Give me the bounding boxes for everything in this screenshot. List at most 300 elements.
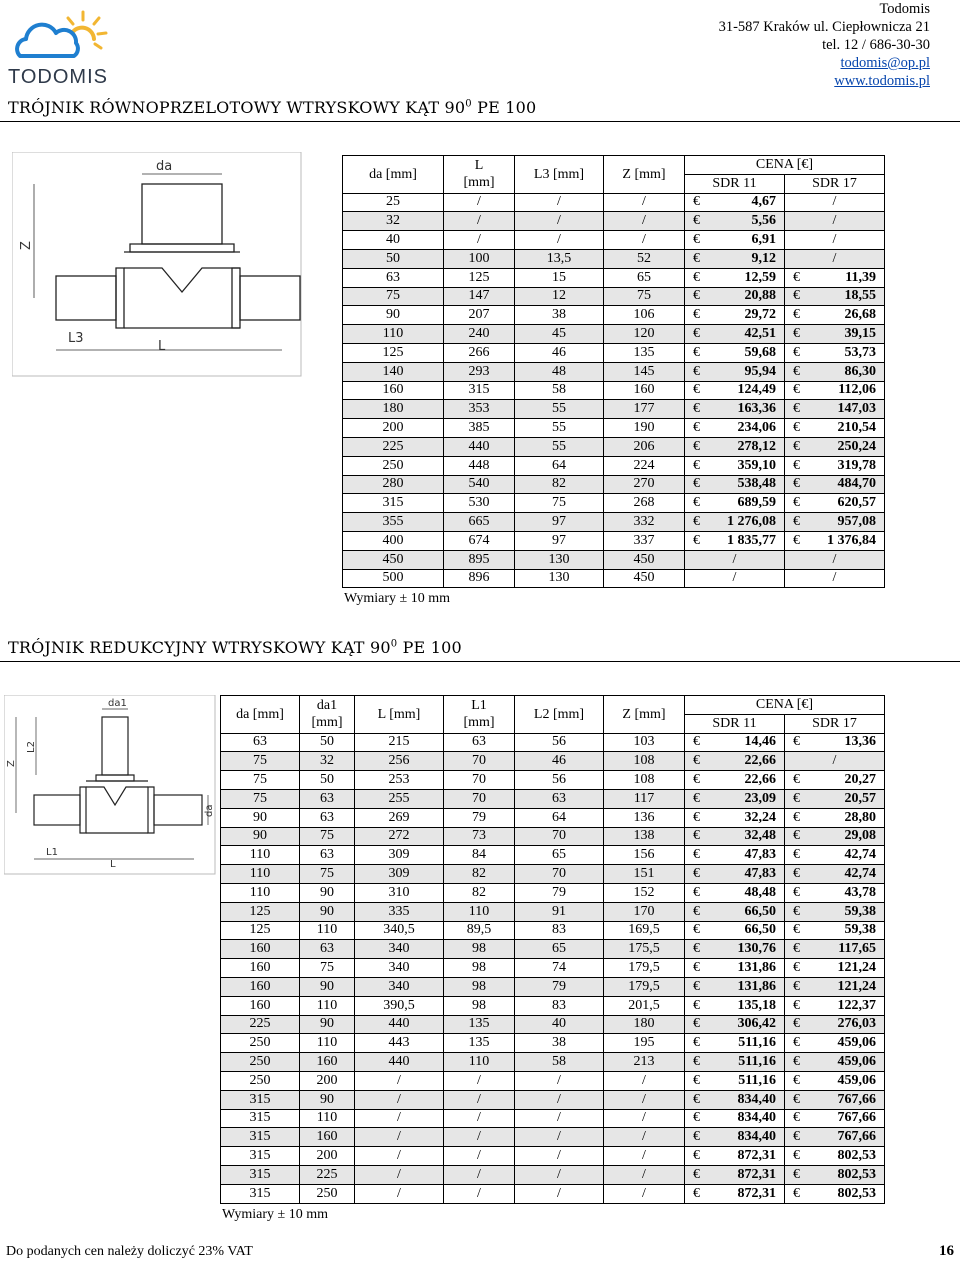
euro-icon: € xyxy=(685,456,712,475)
table-cell: 52 xyxy=(604,249,685,268)
table-cell: 75 xyxy=(221,752,300,771)
table-cell: 179,5 xyxy=(604,959,685,978)
euro-icon: € xyxy=(685,193,712,212)
table-cell: 40 xyxy=(343,231,444,250)
table-cell: 70 xyxy=(444,752,515,771)
table-row xyxy=(221,1109,885,1128)
table-cell: 97 xyxy=(515,513,604,532)
table-row xyxy=(221,996,885,1015)
label-l: L xyxy=(158,339,166,354)
price-cell: 121,24 xyxy=(811,977,885,996)
table-cell: 98 xyxy=(444,996,515,1015)
section2-title: TRÓJNIK REDUKCYJNY WTRYSKOWY KĄT $90^0$ PE 100 xyxy=(8,638,462,657)
euro-icon: € xyxy=(685,437,712,456)
table-cell: / xyxy=(515,1090,604,1109)
table-cell: 315 xyxy=(444,381,515,400)
table-cell: 63 xyxy=(300,846,355,865)
price-cell: 20,88 xyxy=(711,287,785,306)
euro-icon: € xyxy=(685,771,712,790)
logo-text: TODOMIS xyxy=(8,66,108,88)
table-cell: 63 xyxy=(343,268,444,287)
table-cell: 82 xyxy=(444,865,515,884)
price-cell: 319,78 xyxy=(811,456,885,475)
euro-icon: € xyxy=(785,1109,812,1128)
price-cell: 42,51 xyxy=(711,325,785,344)
euro-icon: € xyxy=(785,513,812,532)
table-cell: 32 xyxy=(343,212,444,231)
table-cell: 130 xyxy=(515,569,604,588)
euro-icon: € xyxy=(785,419,812,438)
price-cell: 1 835,77 xyxy=(711,531,785,550)
table-row xyxy=(221,1053,885,1072)
euro-icon: € xyxy=(685,789,712,808)
euro-icon: € xyxy=(685,419,712,438)
price-cell: 511,16 xyxy=(711,1071,785,1090)
table-cell: 90 xyxy=(300,1090,355,1109)
table-cell: 225 xyxy=(300,1165,355,1184)
euro-icon: € xyxy=(785,287,812,306)
table-cell: / xyxy=(604,1090,685,1109)
price-cell: 1 276,08 xyxy=(711,513,785,532)
price-cell: 4,67 xyxy=(711,193,785,212)
price-cell: 20,27 xyxy=(811,771,885,790)
company-email-link[interactable]: todomis@op.pl xyxy=(840,55,930,71)
table-cell: 79 xyxy=(444,808,515,827)
vat-note: Do podanych cen należy doliczyć 23% VAT xyxy=(6,1244,253,1259)
table-cell: 110 xyxy=(300,996,355,1015)
price-cell: 802,53 xyxy=(811,1147,885,1166)
euro-icon: € xyxy=(785,846,812,865)
col-l: L [mm] xyxy=(444,156,515,194)
table-cell: / xyxy=(515,1109,604,1128)
table-cell: 108 xyxy=(604,752,685,771)
table-cell: 75 xyxy=(343,287,444,306)
table-row xyxy=(343,343,885,362)
price-cell: 620,57 xyxy=(811,494,885,513)
table-cell: 250 xyxy=(221,1071,300,1090)
table-cell: 674 xyxy=(444,531,515,550)
euro-icon: € xyxy=(685,494,712,513)
sun-icon xyxy=(68,12,106,48)
table-cell: 65 xyxy=(515,940,604,959)
table-cell: 108 xyxy=(604,771,685,790)
euro-icon: € xyxy=(685,808,712,827)
table-cell: / xyxy=(515,1147,604,1166)
table-cell: / xyxy=(355,1184,444,1203)
price-cell: 834,40 xyxy=(711,1090,785,1109)
price-cell: / xyxy=(785,212,885,231)
table-cell: 125 xyxy=(343,343,444,362)
price-cell: 95,94 xyxy=(711,362,785,381)
company-name: Todomis xyxy=(879,1,930,17)
price-cell: 42,74 xyxy=(811,865,885,884)
table-row xyxy=(343,381,885,400)
table-cell: 152 xyxy=(604,883,685,902)
table-cell: 13,5 xyxy=(515,249,604,268)
table-cell: 82 xyxy=(515,475,604,494)
price-cell: 459,06 xyxy=(811,1053,885,1072)
col-sdr11: SDR 11 xyxy=(685,174,785,193)
price-cell: 1 376,84 xyxy=(811,531,885,550)
table-cell: 540 xyxy=(444,475,515,494)
table-cell: 110 xyxy=(221,883,300,902)
table-cell: / xyxy=(444,1184,515,1203)
price-cell: 26,68 xyxy=(811,306,885,325)
table-cell: 151 xyxy=(604,865,685,884)
euro-icon: € xyxy=(785,325,812,344)
table-row xyxy=(221,789,885,808)
table-row xyxy=(343,400,885,419)
price-cell: 9,12 xyxy=(711,249,785,268)
table-cell: 90 xyxy=(300,902,355,921)
table-cell: 75 xyxy=(300,865,355,884)
label-z2: Z xyxy=(6,760,17,767)
page-number: 16 xyxy=(939,1243,954,1259)
table-cell: 250 xyxy=(221,1034,300,1053)
table-cell: 63 xyxy=(221,733,300,752)
table-cell: 268 xyxy=(604,494,685,513)
price-cell: 689,59 xyxy=(711,494,785,513)
euro-icon: € xyxy=(785,1053,812,1072)
col-z: Z [mm] xyxy=(604,156,685,194)
price-cell: 767,66 xyxy=(811,1128,885,1147)
table-cell: 55 xyxy=(515,400,604,419)
price-cell: 66,50 xyxy=(711,921,785,940)
table-cell: 120 xyxy=(604,325,685,344)
table-cell: 32 xyxy=(300,752,355,771)
euro-icon: € xyxy=(785,902,812,921)
euro-icon: € xyxy=(785,1090,812,1109)
price-cell: 163,36 xyxy=(711,400,785,419)
table-cell: 200 xyxy=(300,1071,355,1090)
price-cell: 13,36 xyxy=(811,733,885,752)
table-cell: 74 xyxy=(515,959,604,978)
table-cell: 448 xyxy=(444,456,515,475)
table-cell: 70 xyxy=(444,771,515,790)
table-cell: 310 xyxy=(355,883,444,902)
price-cell: / xyxy=(685,550,785,569)
table-cell: 200 xyxy=(343,419,444,438)
price-cell: 511,16 xyxy=(711,1034,785,1053)
table-cell: 293 xyxy=(444,362,515,381)
euro-icon: € xyxy=(785,456,812,475)
table-cell: / xyxy=(604,231,685,250)
price-cell: 802,53 xyxy=(811,1165,885,1184)
table-cell: 90 xyxy=(300,883,355,902)
table-cell: 110 xyxy=(444,1053,515,1072)
table-cell: 340 xyxy=(355,940,444,959)
table-row xyxy=(221,865,885,884)
table-cell: 440 xyxy=(355,1015,444,1034)
table-cell: / xyxy=(444,1090,515,1109)
table-cell: 100 xyxy=(444,249,515,268)
euro-icon: € xyxy=(785,959,812,978)
euro-icon: € xyxy=(685,362,712,381)
table-cell: 269 xyxy=(355,808,444,827)
euro-icon: € xyxy=(785,865,812,884)
euro-icon: € xyxy=(685,1053,712,1072)
price-cell: 872,31 xyxy=(711,1165,785,1184)
price-cell: 210,54 xyxy=(811,419,885,438)
euro-icon: € xyxy=(685,1184,712,1203)
table-cell: 84 xyxy=(444,846,515,865)
table-cell: 270 xyxy=(604,475,685,494)
table-cell: 160 xyxy=(300,1053,355,1072)
price-cell: 538,48 xyxy=(711,475,785,494)
euro-icon: € xyxy=(785,306,812,325)
table-cell: / xyxy=(515,1165,604,1184)
label-l3: L3 xyxy=(68,331,84,346)
table-row xyxy=(221,959,885,978)
price-cell: 29,08 xyxy=(811,827,885,846)
table-cell: 110 xyxy=(300,921,355,940)
section1-rule xyxy=(0,121,960,122)
euro-icon: € xyxy=(785,475,812,494)
table-cell: 138 xyxy=(604,827,685,846)
table-cell: 117 xyxy=(604,789,685,808)
table-cell: / xyxy=(515,1071,604,1090)
price-cell: 834,40 xyxy=(711,1128,785,1147)
euro-icon: € xyxy=(785,1071,812,1090)
table-cell: 315 xyxy=(343,494,444,513)
table-cell: 125 xyxy=(221,902,300,921)
table-cell: 207 xyxy=(444,306,515,325)
table-row xyxy=(221,1184,885,1203)
col2-l1: L1 [mm] xyxy=(444,696,515,734)
table-cell: / xyxy=(444,212,515,231)
price-cell: 121,24 xyxy=(811,959,885,978)
price-cell: / xyxy=(785,249,885,268)
price-cell: 59,38 xyxy=(811,902,885,921)
price-cell: / xyxy=(785,752,885,771)
table-cell: 200 xyxy=(300,1147,355,1166)
section1-price-table xyxy=(342,155,885,588)
table-cell: / xyxy=(604,1128,685,1147)
price-cell: / xyxy=(685,569,785,588)
table-cell: 385 xyxy=(444,419,515,438)
euro-icon: € xyxy=(685,883,712,902)
price-cell: 59,38 xyxy=(811,921,885,940)
table-cell: 90 xyxy=(221,808,300,827)
table-cell: 895 xyxy=(444,550,515,569)
table-row xyxy=(343,249,885,268)
table-cell: 140 xyxy=(343,362,444,381)
table-cell: / xyxy=(355,1109,444,1128)
table-row xyxy=(221,846,885,865)
table-cell: 253 xyxy=(355,771,444,790)
table-cell: 110 xyxy=(221,865,300,884)
table-cell: 450 xyxy=(604,569,685,588)
col2-l: L [mm] xyxy=(355,696,444,734)
price-cell: 124,49 xyxy=(711,381,785,400)
label-da-2: da xyxy=(204,804,215,817)
euro-icon: € xyxy=(685,1147,712,1166)
table-cell: 440 xyxy=(355,1053,444,1072)
table-cell: 315 xyxy=(221,1128,300,1147)
table-cell: 103 xyxy=(604,733,685,752)
euro-icon: € xyxy=(685,1071,712,1090)
table-cell: 75 xyxy=(221,789,300,808)
table-cell: 63 xyxy=(444,733,515,752)
table-row xyxy=(343,550,885,569)
table-row xyxy=(221,1165,885,1184)
table-row xyxy=(343,531,885,550)
table-cell: 89,5 xyxy=(444,921,515,940)
table-row xyxy=(221,883,885,902)
table-cell: 79 xyxy=(515,977,604,996)
table-cell: 224 xyxy=(604,456,685,475)
euro-icon: € xyxy=(785,400,812,419)
col-cena: CENA [€] xyxy=(685,156,885,175)
price-cell: 43,78 xyxy=(811,883,885,902)
euro-icon: € xyxy=(685,343,712,362)
table-cell: / xyxy=(515,193,604,212)
euro-icon: € xyxy=(685,212,712,231)
price-cell: 459,06 xyxy=(811,1071,885,1090)
table-cell: 130 xyxy=(515,550,604,569)
euro-icon: € xyxy=(685,1128,712,1147)
price-cell: 29,72 xyxy=(711,306,785,325)
table-cell: 266 xyxy=(444,343,515,362)
table-cell: 335 xyxy=(355,902,444,921)
euro-icon: € xyxy=(685,475,712,494)
table-row xyxy=(343,419,885,438)
table-cell: 309 xyxy=(355,865,444,884)
euro-icon: € xyxy=(785,343,812,362)
price-cell: 53,73 xyxy=(811,343,885,362)
table-cell: 315 xyxy=(221,1184,300,1203)
table-row xyxy=(343,569,885,588)
table-row xyxy=(221,921,885,940)
euro-icon: € xyxy=(685,306,712,325)
table-cell: 240 xyxy=(444,325,515,344)
table-cell: 315 xyxy=(221,1147,300,1166)
table-cell: 225 xyxy=(221,1015,300,1034)
table-cell: 190 xyxy=(604,419,685,438)
table-cell: / xyxy=(515,231,604,250)
table-cell: 443 xyxy=(355,1034,444,1053)
price-cell: 872,31 xyxy=(711,1184,785,1203)
euro-icon: € xyxy=(685,977,712,996)
price-cell: 22,66 xyxy=(711,752,785,771)
euro-icon: € xyxy=(785,808,812,827)
euro-icon: € xyxy=(785,268,812,287)
table-row xyxy=(221,827,885,846)
table-cell: 440 xyxy=(444,437,515,456)
euro-icon: € xyxy=(685,996,712,1015)
table-row xyxy=(343,325,885,344)
table-cell: / xyxy=(444,1128,515,1147)
price-cell: 32,24 xyxy=(711,808,785,827)
table-cell: / xyxy=(444,193,515,212)
table-cell: / xyxy=(515,212,604,231)
section2-price-table xyxy=(220,695,885,1204)
euro-icon: € xyxy=(785,381,812,400)
table-row xyxy=(343,306,885,325)
table-cell: 390,5 xyxy=(355,996,444,1015)
euro-icon: € xyxy=(785,437,812,456)
euro-icon: € xyxy=(785,1165,812,1184)
euro-icon: € xyxy=(685,287,712,306)
table-cell: 156 xyxy=(604,846,685,865)
table-cell: / xyxy=(355,1090,444,1109)
table-cell: 38 xyxy=(515,306,604,325)
euro-icon: € xyxy=(685,268,712,287)
euro-icon: € xyxy=(685,959,712,978)
table-cell: 353 xyxy=(444,400,515,419)
table-cell: 63 xyxy=(515,789,604,808)
price-cell: 42,74 xyxy=(811,846,885,865)
table-cell: / xyxy=(444,1147,515,1166)
table-cell: 56 xyxy=(515,733,604,752)
table-row xyxy=(221,1090,885,1109)
table-cell: 90 xyxy=(300,1015,355,1034)
table-cell: / xyxy=(444,1071,515,1090)
euro-icon: € xyxy=(785,771,812,790)
table-row xyxy=(343,513,885,532)
price-cell: / xyxy=(785,193,885,212)
table-cell: 63 xyxy=(300,808,355,827)
company-phone: tel. 12 / 686-30-30 xyxy=(822,37,930,53)
table-cell: 160 xyxy=(604,381,685,400)
table-row xyxy=(343,456,885,475)
price-cell: 112,06 xyxy=(811,381,885,400)
table-cell: 50 xyxy=(343,249,444,268)
table-cell: / xyxy=(604,193,685,212)
table-cell: 500 xyxy=(343,569,444,588)
price-cell: 48,48 xyxy=(711,883,785,902)
table-cell: 136 xyxy=(604,808,685,827)
euro-icon: € xyxy=(685,940,712,959)
table-row xyxy=(221,1034,885,1053)
euro-icon: € xyxy=(685,846,712,865)
price-cell: 5,56 xyxy=(711,212,785,231)
label-z: Z xyxy=(19,241,34,250)
price-cell: 278,12 xyxy=(711,437,785,456)
euro-icon: € xyxy=(685,231,712,250)
col2-sdr17: SDR 17 xyxy=(785,714,885,733)
reducing-tee-drawing xyxy=(4,695,216,875)
price-cell: 20,57 xyxy=(811,789,885,808)
label-l1: L1 xyxy=(46,847,58,858)
table-row xyxy=(343,475,885,494)
euro-icon: € xyxy=(785,531,812,550)
table-cell: 55 xyxy=(515,437,604,456)
table-cell: 147 xyxy=(444,287,515,306)
table-cell: 25 xyxy=(343,193,444,212)
table-cell: 90 xyxy=(343,306,444,325)
table-cell: 332 xyxy=(604,513,685,532)
section2-rule xyxy=(0,661,960,662)
price-cell: 22,66 xyxy=(711,771,785,790)
table-cell: 110 xyxy=(221,846,300,865)
table-cell: 256 xyxy=(355,752,444,771)
euro-icon: € xyxy=(685,1165,712,1184)
company-website-link[interactable]: www.todomis.pl xyxy=(834,73,930,89)
table-cell: 73 xyxy=(444,827,515,846)
table-cell: 110 xyxy=(444,902,515,921)
label-l-2: L xyxy=(110,859,116,870)
table-cell: 83 xyxy=(515,921,604,940)
price-cell: 32,48 xyxy=(711,827,785,846)
price-cell: 18,55 xyxy=(811,287,885,306)
table-cell: 250 xyxy=(300,1184,355,1203)
price-cell: 131,86 xyxy=(711,959,785,978)
euro-icon: € xyxy=(785,1015,812,1034)
table-row xyxy=(221,733,885,752)
col-l3: L3 [mm] xyxy=(515,156,604,194)
price-cell: 484,70 xyxy=(811,475,885,494)
